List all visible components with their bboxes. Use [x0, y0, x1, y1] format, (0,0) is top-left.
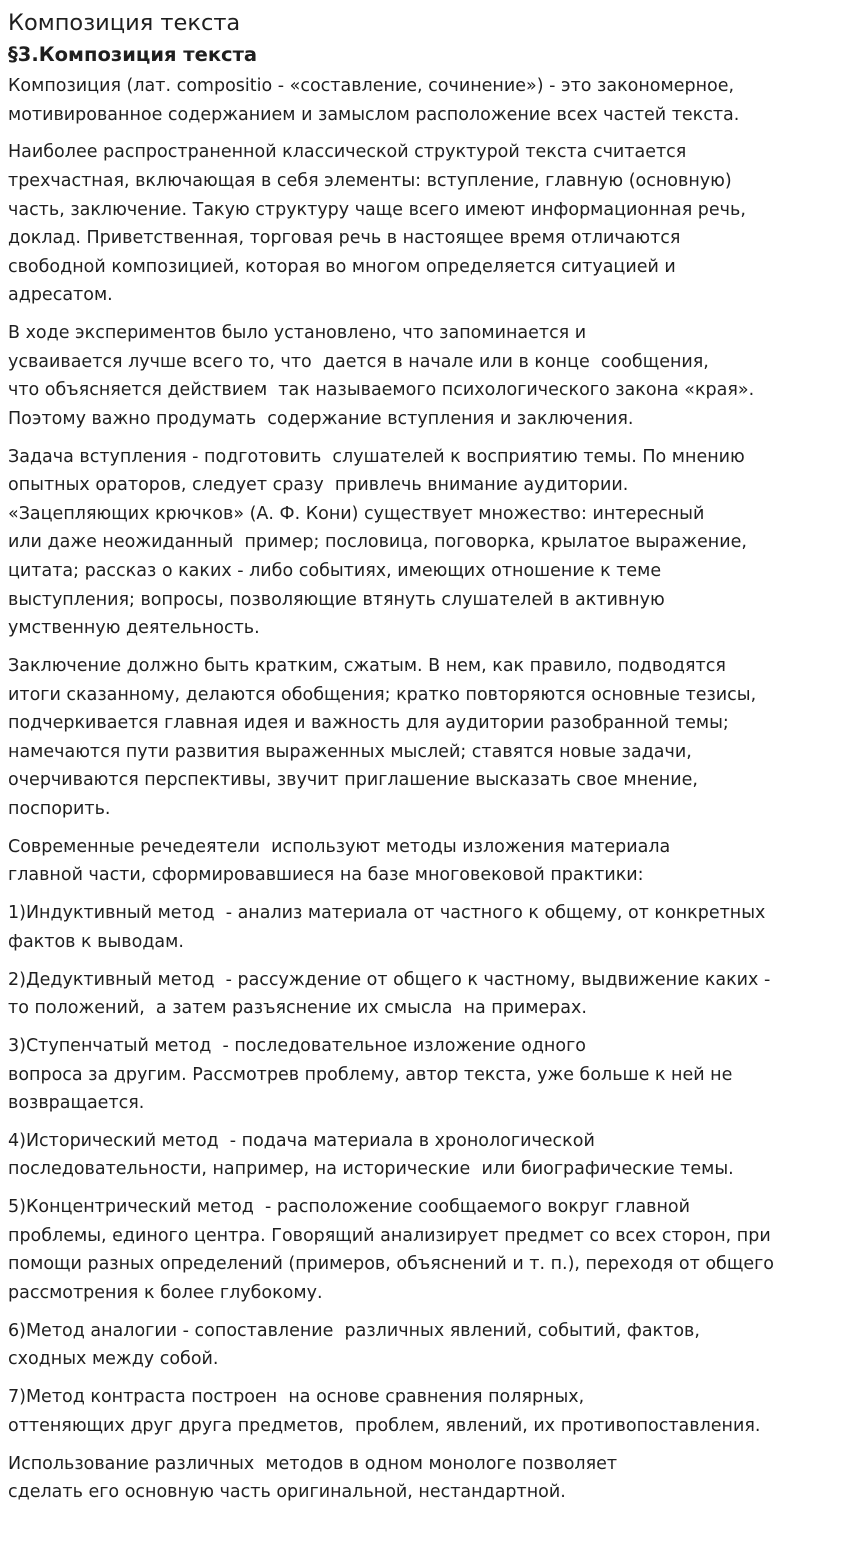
- paragraph-line: последовательности, например, на исторические или биографические темы.: [8, 1159, 734, 1180]
- paragraph: [8, 72, 839, 129]
- paragraph-line: проблемы, единого центра. Говорящий анализирует предмет со всех сторон, при: [8, 1225, 771, 1246]
- paragraph-line: 6)Метод аналогии - сопоставление различных явлений, событий, фактов,: [8, 1320, 700, 1341]
- paragraph-line: 5)Концентрический метод - расположение сообщаемого вокруг главной: [8, 1197, 691, 1218]
- paragraph-line: Использование различных методов в одном монологе позволяет: [8, 1453, 618, 1474]
- paragraph: [8, 1193, 839, 1307]
- paragraph-line: Современные речедеятели используют методы изложения материала: [8, 836, 671, 857]
- paragraph-line: возвращается.: [8, 1093, 145, 1114]
- paragraph-line: усваивается лучше всего то, что дается в начале или в конце сообщения,: [8, 351, 709, 372]
- paragraph-line: 3)Ступенчатый метод - последовательное изложение одного: [8, 1035, 586, 1056]
- paragraph-line: доклад. Приветственная, торговая речь в настоящее время отличаются: [8, 228, 681, 249]
- document-body: [8, 72, 839, 1507]
- paragraph-line: Заключение должно быть кратким, сжатым. В нем, как правило, подводятся: [8, 656, 726, 677]
- paragraph-line: помощи разных определений (примеров, объяснений и т. п.), переходя от общего: [8, 1254, 774, 1275]
- paragraph-line: 7)Метод контраста построен на основе сравнения полярных,: [8, 1387, 585, 1408]
- paragraph: [8, 1383, 839, 1440]
- paragraph: [8, 652, 839, 824]
- paragraph-line: цитата; рассказ о каких - либо событиях, имеющих отношение к теме: [8, 561, 662, 582]
- paragraph-line: мотивированное содержанием и замыслом расположение всех частей текста.: [8, 104, 740, 125]
- paragraph-line: Наиболее распространенной классической структурой текста считается: [8, 142, 687, 163]
- paragraph-line: часть, заключение. Такую структуру чаще всего имеют информационная речь,: [8, 199, 746, 220]
- paragraph-line: выступления; вопросы, позволяющие втянуть слушателей в активную: [8, 589, 665, 610]
- page-title: Композиция текста: [8, 10, 241, 36]
- paragraph-line: очерчиваются перспективы, звучит приглашение высказать свое мнение,: [8, 770, 698, 791]
- paragraph: [8, 966, 839, 1023]
- paragraph-line: фактов к выводам.: [8, 931, 184, 952]
- paragraph-line: намечаются пути развития выраженных мыслей; ставятся новые задачи,: [8, 741, 692, 762]
- paragraph: [8, 138, 839, 310]
- paragraph-line: свободной композицией, которая во многом определяется ситуацией и: [8, 256, 676, 277]
- paragraph-line: 4)Исторический метод - подача материала в хронологической: [8, 1130, 595, 1151]
- paragraph: [8, 443, 839, 643]
- paragraph-line: итоги сказанному, делаются обобщения; кратко повторяются основные тезисы,: [8, 684, 757, 705]
- paragraph-line: 1)Индуктивный метод - анализ материала от частного к общему, от конкретных: [8, 903, 766, 924]
- paragraph: [8, 319, 839, 433]
- paragraph: [8, 833, 839, 890]
- paragraph-line: рассмотрения к более глубокому.: [8, 1283, 323, 1304]
- paragraph-line: поспорить.: [8, 799, 111, 819]
- paragraph: [8, 1032, 839, 1118]
- paragraph-line: адресатом.: [8, 285, 113, 306]
- paragraph-line: 2)Дедуктивный метод - рассуждение от общего к частному, выдвижение каких -: [8, 969, 771, 990]
- paragraph-line: главной части, сформировавшиеся на базе многовековой практики:: [8, 865, 644, 886]
- paragraph-line: «Зацепляющих крючков» (А. Ф. Кони) существует множество: интересный: [8, 503, 705, 524]
- paragraph-line: опытных ораторов, следует сразу привлечь внимание аудитории.: [8, 475, 629, 496]
- paragraph: [8, 1127, 839, 1184]
- paragraph: [8, 899, 839, 956]
- paragraph-line: или даже неожиданный пример; пословица, поговорка, крылатое выражение,: [8, 532, 747, 553]
- paragraph-line: Задача вступления - подготовить слушателей к восприятию темы. По мнению: [8, 446, 745, 467]
- paragraph-line: умственную деятельность.: [8, 618, 260, 639]
- paragraph-line: оттеняющих друг друга предметов, проблем, явлений, их противопоставления.: [8, 1415, 761, 1436]
- paragraph-line: трехчастная, включающая в себя элементы: вступление, главную (основную): [8, 170, 732, 191]
- paragraph-line: то положений, а затем разъяснение их смысла на примерах.: [8, 998, 587, 1019]
- paragraph-line: что объясняется действием так называемого психологического закона «края».: [8, 380, 755, 401]
- paragraph-line: подчеркивается главная идея и важность для аудитории разобранной темы;: [8, 713, 729, 734]
- paragraph-line: вопроса за другим. Рассмотрев проблему, автор текста, уже больше к ней не: [8, 1064, 733, 1085]
- paragraph-line: Поэтому важно продумать содержание вступления и заключения.: [8, 408, 634, 429]
- paragraph: [8, 1450, 839, 1507]
- paragraph-line: Композиция (лат. compositio - «составление, сочинение») - это закономерное,: [8, 76, 735, 96]
- section-heading: §3.Композиция текста: [8, 43, 258, 66]
- paragraph-line: сходных между собой.: [8, 1349, 219, 1370]
- paragraph-line: сделать его основную часть оригинальной, нестандартной.: [8, 1482, 566, 1503]
- paragraph: [8, 1317, 839, 1374]
- paragraph-line: В ходе экспериментов было установлено, что запоминается и: [8, 323, 587, 344]
